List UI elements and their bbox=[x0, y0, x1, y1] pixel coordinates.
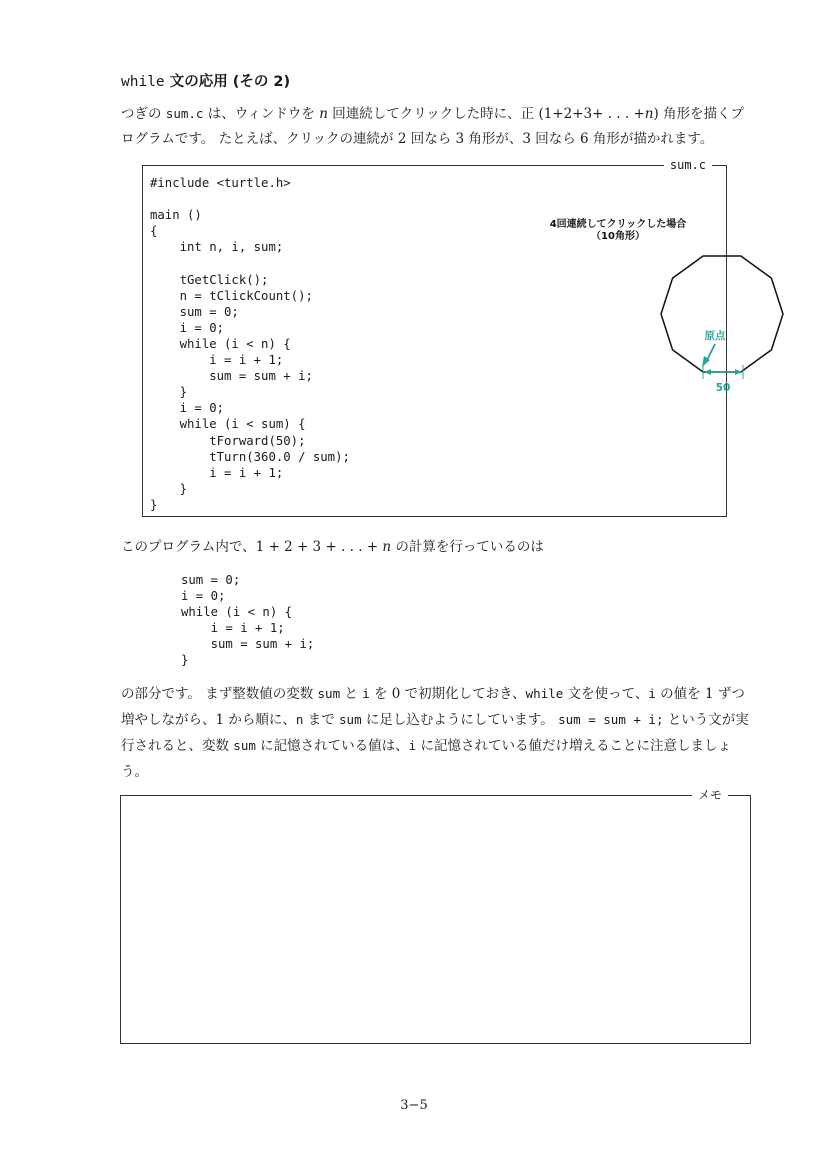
section-heading bbox=[121, 70, 290, 91]
inline-code: i bbox=[408, 738, 417, 754]
code-snippet: sum = 0; i = 0; while (i < n) { i = i + 1; sum = sum + i; } bbox=[181, 573, 315, 668]
explanation-text: の部分です。 まず整数値の変数 bbox=[121, 686, 318, 702]
math-variable: n bbox=[319, 106, 328, 122]
heading-keyword: while bbox=[121, 74, 165, 90]
caption-text: このプログラム内で、1 + 2 + 3 + . . . + bbox=[121, 539, 383, 555]
dimension-arrow-left bbox=[704, 369, 711, 375]
page-number: 3−5 bbox=[400, 1098, 428, 1113]
intro-text: は、ウィンドウを bbox=[203, 106, 320, 122]
explanation-text: 文を使って、 bbox=[563, 686, 649, 702]
intro-paragraph bbox=[121, 102, 751, 151]
diagram-title-line1: 4回連続してクリックした場合 bbox=[549, 219, 687, 230]
intro-text: ) 角形を描くプログラムです。 たとえば、クリックの連続が 2 回なら 3 角形が、3 回なら 6 角形が描かれます。 bbox=[121, 106, 745, 147]
explanation-text: を 0 で初期化しておき、 bbox=[369, 686, 526, 702]
inline-code: n bbox=[295, 712, 304, 728]
explanation-text: に足し込むようにしています。 bbox=[361, 712, 559, 729]
diagram-title-line2: （10角形） bbox=[591, 231, 645, 242]
math-variable: n bbox=[382, 539, 392, 555]
explanation-text: の値を 1 ずつ増やしながら、1 から順に、 bbox=[121, 686, 745, 729]
inline-code: i bbox=[362, 686, 370, 701]
inline-code: sum = sum + i; bbox=[558, 712, 664, 728]
explanation-text: まで bbox=[303, 712, 340, 729]
memo-box[interactable] bbox=[120, 788, 751, 1044]
memo-label: メモ bbox=[692, 787, 728, 803]
inline-code: sum.c bbox=[165, 106, 204, 121]
caption-text: の計算を行っているのは bbox=[391, 539, 544, 555]
dimension-arrow-right bbox=[735, 369, 742, 375]
length-label: 50 bbox=[715, 382, 731, 394]
code-listing-box bbox=[142, 158, 731, 517]
explanation-text: に記憶されている値だけ増えることに注意しましょう。 bbox=[121, 738, 731, 780]
code-listing: #include <turtle.h> main () { int n, i, sum; tGetClick(); n = tClickCount(); sum = 0; i = 0; while (i < n) { i = i + 1; sum = sum + i; } i = 0; while (i < sum) { tForward(50); tTurn(360.0 / sum); i = i + 1; } } bbox=[150, 176, 350, 512]
explanation-text: という文が実行されると、変数 bbox=[121, 712, 749, 755]
intro-text: 回連続してクリックした時に、正 (1+2+3+ . . . + bbox=[327, 106, 645, 122]
inline-code: i bbox=[648, 686, 656, 701]
explanation-text: に記憶されている値は、 bbox=[255, 738, 409, 755]
explanation-paragraph bbox=[121, 681, 751, 785]
math-variable: n bbox=[644, 106, 654, 122]
origin-label: 原点 bbox=[704, 330, 726, 342]
decagon-shape bbox=[661, 256, 783, 372]
intro-text: つぎの bbox=[121, 106, 166, 122]
decagon-diagram bbox=[503, 214, 731, 414]
code-box-label: sum.c bbox=[664, 157, 712, 173]
heading-text: 文の応用 (その 2) bbox=[164, 74, 291, 90]
explanation-text: と bbox=[340, 686, 363, 702]
inline-code: sum bbox=[339, 712, 362, 728]
inline-code: sum bbox=[317, 686, 341, 701]
caption-paragraph bbox=[121, 535, 751, 560]
inline-code: while bbox=[525, 686, 564, 701]
inline-code: sum bbox=[233, 738, 256, 754]
